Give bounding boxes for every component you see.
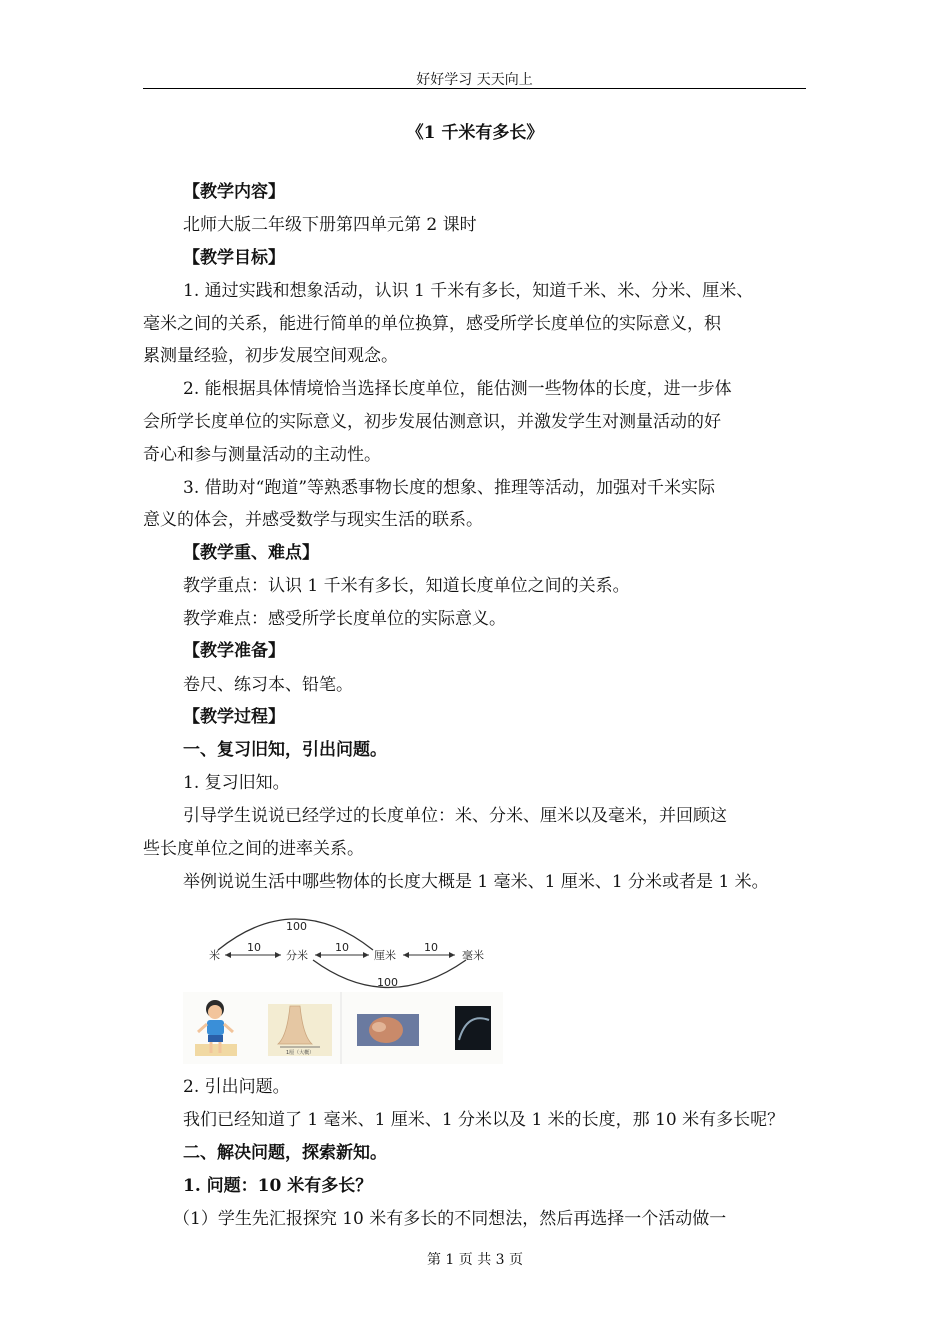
section-heading: 【教学准备】 xyxy=(183,641,285,661)
paragraph-line: 3. 借助对“跑道”等熟悉事物长度的想象、推理等活动，加强对千米实际 xyxy=(183,478,716,498)
paragraph-line: 2. 能根据具体情境恰当选择长度单位，能估测一些物体的长度，进一步体 xyxy=(183,379,732,399)
paragraph-line: （1）学生先汇报探究 10 米有多长的不同想法，然后再选择一个活动做一 xyxy=(173,1209,727,1229)
unit-label: 米 xyxy=(209,949,220,962)
paragraph-line: 些长度单位之间的进率关系。 xyxy=(143,839,364,859)
paragraph-line: 1. 通过实践和想象活动，认识 1 千米有多长，知道千米、米、分米、厘米、 xyxy=(183,281,754,301)
section-heading: 【教学过程】 xyxy=(183,707,285,727)
paragraph-line: 我们已经知道了 1 毫米、1 厘米、1 分米以及 1 米的长度，那 10 米有多长呢？ xyxy=(183,1110,785,1130)
section-heading: 【教学目标】 xyxy=(183,248,285,268)
header-rule xyxy=(143,88,806,89)
section-heading: 二、解决问题，探索新知。 xyxy=(183,1143,387,1163)
paragraph-line: 累测量经验，初步发展空间观念。 xyxy=(143,346,398,366)
paragraph-line: 引导学生说说已经学过的长度单位：米、分米、厘米以及毫米，并回顾这 xyxy=(183,806,727,826)
paragraph-line: 奇心和参与测量活动的主动性。 xyxy=(143,445,381,465)
arc-top-label: 100 xyxy=(286,920,307,933)
page-footer: 第 1 页 共 3 页 xyxy=(426,1252,524,1268)
paragraph-line: 1. 复习旧知。 xyxy=(183,773,290,793)
paragraph-line: 教学难点：感受所学长度单位的实际意义。 xyxy=(183,609,506,629)
example-photos xyxy=(183,992,503,1064)
section-heading: 一、复习旧知，引出问题。 xyxy=(183,740,387,760)
paragraph-line: 北师大版二年级下册第四单元第 2 课时 xyxy=(183,215,477,235)
unit-label: 毫米 xyxy=(462,949,484,962)
arc-bottom-label: 100 xyxy=(377,976,398,989)
unit-conversion-diagram xyxy=(183,900,503,992)
section-heading: 【教学重、难点】 xyxy=(183,543,319,563)
unit-label: 厘米 xyxy=(374,949,396,962)
finger-width-photo xyxy=(268,1004,332,1056)
paragraph-line: 毫米之间的关系，能进行简单的单位换算，感受所学长度单位的实际意义，积 xyxy=(143,314,721,334)
paragraph-line: 会所学长度单位的实际意义，初步发展估测意识，并激发学生对测量活动的好 xyxy=(143,412,721,432)
rate-label: 10 xyxy=(424,941,438,954)
document-title: 《1 千米有多长》 xyxy=(406,123,544,143)
section-heading: 1. 问题：10 米有多长？ xyxy=(183,1176,373,1196)
paragraph-line: 2. 引出问题。 xyxy=(183,1077,290,1097)
photo-caption: 1厘（大概） xyxy=(286,1050,315,1056)
unit-label: 分米 xyxy=(286,949,308,962)
dark-object-photo xyxy=(455,1006,491,1050)
rate-label: 10 xyxy=(247,941,261,954)
paragraph-line: 教学重点：认识 1 千米有多长，知道长度单位之间的关系。 xyxy=(183,576,630,596)
paragraph-line: 举例说说生活中哪些物体的长度大概是 1 毫米、1 厘米、1 分米或者是 1 米。 xyxy=(183,872,769,892)
page-header: 好好学习 天天向上 xyxy=(416,72,533,88)
section-heading: 【教学内容】 xyxy=(183,182,285,202)
paragraph-line: 意义的体会，并感受数学与现实生活的联系。 xyxy=(143,510,483,530)
fingernail-photo xyxy=(357,1014,419,1046)
paragraph-line: 卷尺、练习本、铅笔。 xyxy=(183,675,353,695)
rate-label: 10 xyxy=(335,941,349,954)
